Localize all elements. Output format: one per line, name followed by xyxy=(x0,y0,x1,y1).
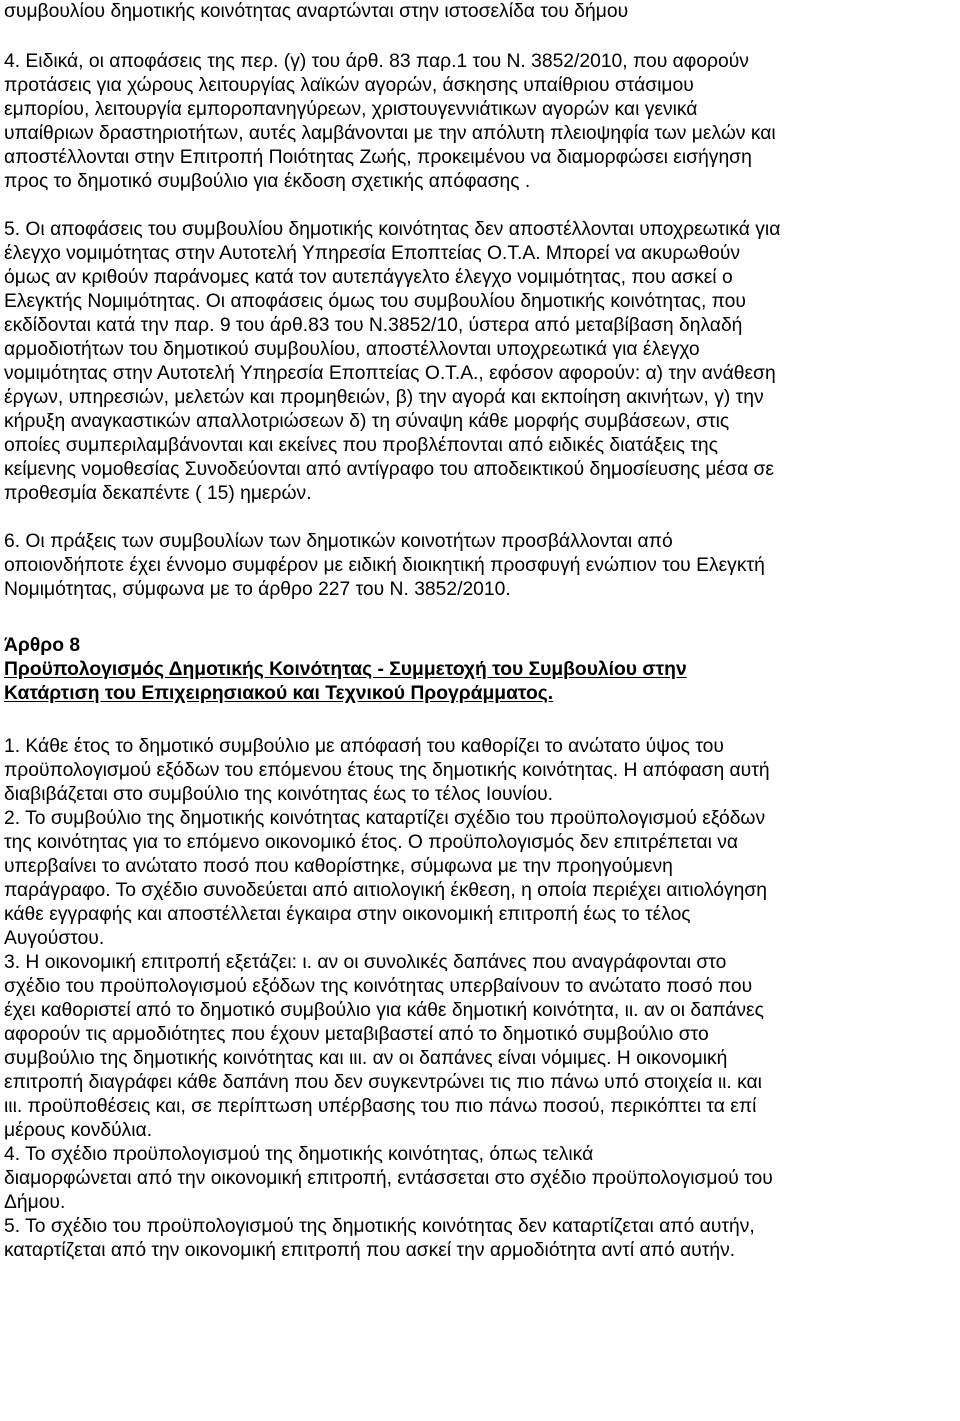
text-line: υπαίθριων δραστηριοτήτων, αυτές λαμβάνονται με την απόλυτη πλειοψηφία των μελών και xyxy=(4,123,776,144)
text-line: προϋπολογισμού εξόδων του επόμενου έτους της δημοτικής κοινότητας. Η απόφαση αυτή xyxy=(4,760,770,781)
text-line: Νομιμότητας, σύμφωνα με το άρθρο 227 του Ν. 3852/2010. xyxy=(4,579,511,600)
text-line: προτάσεις για χώρους λειτουργίας λαϊκών αγορών, άσκησης υπαίθριου στάσιμου xyxy=(4,75,694,96)
text-line: οποιονδήποτε έχει έννομο συμφέρον με ειδική διοικητική προσφυγή ενώπιον του Ελεγκτή xyxy=(4,555,765,576)
text-line: επιτροπή διαγράφει κάθε δαπάνη που δεν συγκεντρώνει τις πιο πάνω υπό στοιχεία ιι. και xyxy=(4,1072,762,1093)
text-line: συμβουλίου δημοτικής κοινότητας αναρτώνται στην ιστοσελίδα του δήμου xyxy=(4,1,629,22)
text-line: μέρους κονδύλια. xyxy=(4,1120,153,1141)
text-line: εμπορίου, λειτουργία εμποροπανηγύρεων, χριστουγεννιάτικων αγορών και γενικά xyxy=(4,99,698,120)
text-line: ιιι. προϋποθέσεις και, σε περίπτωση υπέρβασης του πιο πάνω ποσού, περικόπτει τα επί xyxy=(4,1096,757,1117)
text-line: υπερβαίνει το ανώτατο ποσό που καθορίστηκε, σύμφωνα με την προηγούμενη xyxy=(4,856,673,877)
text-line: καταρτίζεται από την οικονομική επιτροπή που ασκεί την αρμοδιότητα αντί από αυτήν. xyxy=(4,1240,736,1261)
text-line: προθεσμία δεκαπέντε ( 15) ημερών. xyxy=(4,483,312,504)
text-line: προς το δημοτικό συμβούλιο για έκδοση σχετικής απόφασης . xyxy=(4,171,531,192)
text-line: Αυγούστου. xyxy=(4,928,105,949)
article-title-line: Κατάρτιση του Επιχειρησιακού και Τεχνικού Προγράμματος. xyxy=(4,683,554,704)
text-line: εκδίδονται κατά την παρ. 9 του άρθ.83 του Ν.3852/10, ύστερα από μεταβίβαση δηλαδή xyxy=(4,315,743,336)
text-line: έχει καθοριστεί από το δημοτικό συμβούλιο για κάθε δημοτική κοινότητα, ιι. αν οι δαπάνες xyxy=(4,1000,764,1021)
text-line: έλεγχο νομιμότητας στην Αυτοτελή Υπηρεσία Εποπτείας Ο.Τ.Α. Μπορεί να ακυρωθούν xyxy=(4,243,741,264)
text-line: έργων, υπηρεσιών, μελετών και προμηθειών, β) την αγορά και εκποίηση ακινήτων, γ) την xyxy=(4,387,764,408)
text-line: αποστέλλονται στην Επιτροπή Ποιότητας Ζωής, προκειμένου να διαμορφώσει εισήγηση xyxy=(4,147,752,168)
text-line: συμβούλιο της δημοτικής κοινότητας και ιιι. αν οι δαπάνες είναι νόμιμες. Η οικονομική xyxy=(4,1048,728,1069)
text-line: παράγραφο. Το σχέδιο συνοδεύεται από αιτιολογική έκθεση, η οποία περιέχει αιτιολόγηση xyxy=(4,880,768,901)
article-number: Άρθρο 8 xyxy=(4,635,81,656)
text-line: σχέδιο του προϋπολογισμού εξόδων της κοινότητας υπερβαίνουν το ανώτατο ποσό που xyxy=(4,976,753,997)
text-line: αρμοδιοτήτων του δημοτικού συμβουλίου, αποστέλλονται υποχρεωτικά για έλεγχο xyxy=(4,339,700,360)
text-line: 1. Κάθε έτος το δημοτικό συμβούλιο με απόφασή του καθορίζει το ανώτατο ύψος του xyxy=(4,736,724,757)
text-line: οποίες συμπεριλαμβάνονται και εκείνες που προβλέπονται από ειδικές διατάξεις της xyxy=(4,435,718,456)
text-line: 4. Ειδικά, οι αποφάσεις της περ. (γ) του άρθ. 83 παρ.1 του Ν. 3852/2010, που αφορούν xyxy=(4,51,749,72)
text-line: κήρυξη αναγκαστικών απαλλοτριώσεων δ) τη σύναψη κάθε μορφής συμβάσεων, στις xyxy=(4,411,730,432)
text-line: νομιμότητας στην Αυτοτελή Υπηρεσία Εποπτείας Ο.Τ.Α., εφόσον αφορούν: α) την ανάθεση xyxy=(4,363,776,384)
text-line: αφορούν τις αρμοδιότητες που έχουν μεταβιβαστεί από το δημοτικό συμβούλιο στο xyxy=(4,1024,709,1045)
text-line: όμως αν κριθούν παράνομες κατά τον αυτεπάγγελτο έλεγχο νομιμότητας, που ασκεί ο xyxy=(4,267,733,288)
text-line: Ελεγκτής Νομιμότητας. Οι αποφάσεις όμως του συμβουλίου δημοτικής κοινότητας, που xyxy=(4,291,746,312)
text-line: διαμορφώνεται από την οικονομική επιτροπή, εντάσσεται στο σχέδιο προϋπολογισμού του xyxy=(4,1168,773,1189)
text-line: της κοινότητας για το επόμενο οικονομικό έτος. Ο προϋπολογισμός δεν επιτρέπεται να xyxy=(4,832,739,853)
text-line: διαβιβάζεται στο συμβούλιο της κοινότητας έως το τέλος Ιουνίου. xyxy=(4,784,554,805)
text-line: 4. Το σχέδιο προϋπολογισμού της δημοτικής κοινότητας, όπως τελικά xyxy=(4,1144,594,1165)
text-line: κείμενης νομοθεσίας Συνοδεύονται από αντίγραφο του αποδεικτικού δημοσίευσης μέσα σε xyxy=(4,459,775,480)
text-line: Δήμου. xyxy=(4,1192,66,1213)
text-line: 2. Το συμβούλιο της δημοτικής κοινότητας καταρτίζει σχέδιο του προϋπολογισμού εξόδων xyxy=(4,808,766,829)
text-line: κάθε εγγραφής και αποστέλλεται έγκαιρα στην οικονομική επιτροπή έως το τέλος xyxy=(4,904,691,925)
text-line: 3. Η οικονομική επιτροπή εξετάζει: ι. αν οι συνολικές δαπάνες που αναγράφονται στο xyxy=(4,952,727,973)
text-line: 5. Το σχέδιο του προϋπολογισμού της δημοτικής κοινότητας δεν καταρτίζεται από αυτήν, xyxy=(4,1216,755,1237)
text-line: 6. Οι πράξεις των συμβουλίων των δημοτικών κοινοτήτων προσβάλλονται από xyxy=(4,531,673,552)
text-line: 5. Οι αποφάσεις του συμβουλίου δημοτικής κοινότητας δεν αποστέλλονται υποχρεωτικά για xyxy=(4,219,781,240)
article-title-line: Προϋπολογισμός Δημοτικής Κοινότητας - Συμμετοχή του Συμβουλίου στην xyxy=(4,659,687,680)
